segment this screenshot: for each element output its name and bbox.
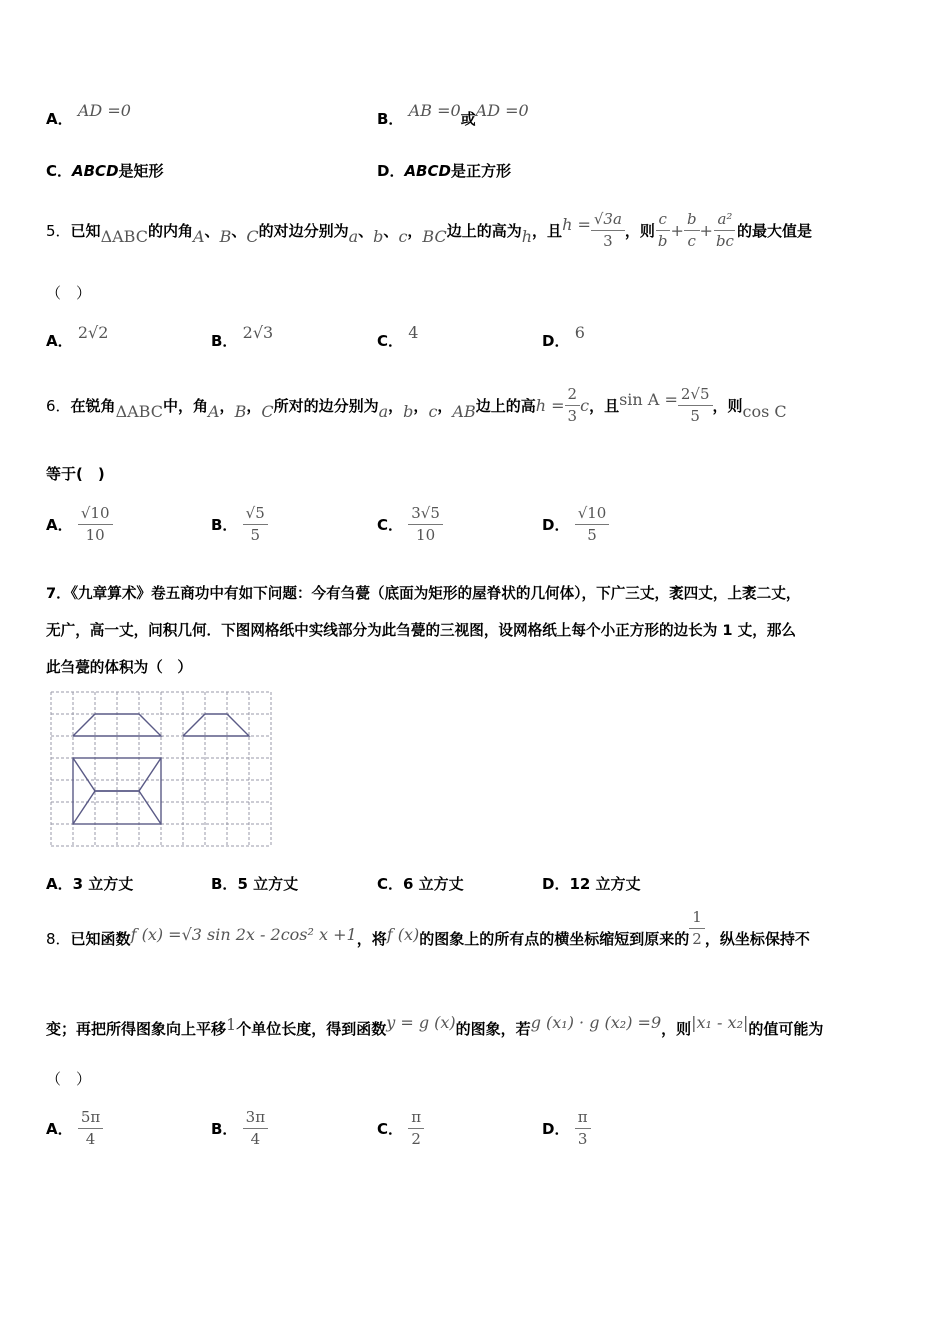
option-label: C． bbox=[46, 162, 73, 180]
q6-text-1: 在锐角 bbox=[70, 396, 116, 415]
q6-h-eq: h = bbox=[535, 395, 565, 415]
q6-angle-c: C bbox=[261, 401, 274, 421]
q6-text-3: 所对的边分别为 bbox=[273, 396, 379, 415]
option-value: 2√3 bbox=[242, 323, 274, 342]
q5-sep: 、 bbox=[231, 221, 247, 240]
q6-angle-b: B bbox=[234, 401, 247, 421]
q8-half-fraction bbox=[689, 909, 705, 947]
q8-text-9: 的值可能为 bbox=[748, 1019, 824, 1038]
option-label: C． bbox=[377, 1119, 404, 1138]
q8-one: 1 bbox=[226, 1014, 237, 1034]
q8-f: f (x) bbox=[386, 924, 420, 944]
option-text: 是矩形 bbox=[118, 162, 164, 180]
q8-option-b bbox=[211, 1102, 268, 1154]
plus: + bbox=[699, 220, 713, 240]
q8-option-a bbox=[46, 1102, 103, 1154]
numerator: √10 bbox=[575, 505, 610, 525]
q8-text-2: ，将 bbox=[356, 929, 387, 948]
denominator: 5 bbox=[690, 406, 700, 425]
option-value: 6 立方丈 bbox=[403, 875, 464, 893]
option-fraction bbox=[575, 505, 610, 543]
denominator: 4 bbox=[85, 1129, 96, 1148]
numerator: b bbox=[684, 211, 700, 231]
q6-text-5: ，且 bbox=[589, 396, 620, 415]
option-or: 或 bbox=[460, 110, 476, 128]
q6-angle-a: A bbox=[207, 401, 220, 421]
q8-option-c bbox=[377, 1102, 424, 1154]
comma: ， bbox=[388, 396, 404, 415]
option-label: D． bbox=[542, 1119, 570, 1138]
q6-text-4: 边上的高 bbox=[475, 396, 536, 415]
q4-option-d bbox=[377, 160, 511, 181]
q7-line-3: 此刍甍的体积为（ ） bbox=[46, 659, 192, 676]
q8-stem-1 bbox=[46, 906, 810, 970]
q8-number: 8． bbox=[46, 929, 71, 948]
q7-line-1: 7．《九章算术》卷五商功中有如下问题：今有刍甍（底面为矩形的屋脊状的几何体），下广三丈，袤四丈，上袤二丈， bbox=[46, 585, 801, 602]
q5-angle-b: B bbox=[219, 226, 232, 246]
q6-option-d bbox=[542, 498, 609, 550]
option-value: 4 bbox=[408, 323, 419, 342]
denominator: 3 bbox=[577, 1129, 588, 1148]
option-fraction bbox=[243, 1109, 268, 1147]
q7-option-b bbox=[211, 873, 298, 894]
q6-number: 6． bbox=[46, 396, 71, 415]
q5-h-eq: h = bbox=[562, 214, 591, 234]
option-value: 2√2 bbox=[77, 323, 109, 342]
q6-option-a bbox=[46, 498, 113, 550]
q5-side-c: c bbox=[398, 226, 408, 246]
numerator: 1 bbox=[689, 909, 705, 929]
comma: ， bbox=[437, 396, 453, 415]
option-math: AB =0 bbox=[408, 101, 461, 120]
comma: ， bbox=[246, 396, 262, 415]
q7-option-a bbox=[46, 873, 133, 894]
q8-text-8: ，则 bbox=[661, 1019, 692, 1038]
denominator: 3 bbox=[567, 406, 578, 425]
three-view-figure bbox=[50, 691, 272, 849]
numerator: √5 bbox=[243, 505, 268, 525]
q5-option-b bbox=[211, 322, 274, 350]
q5-text-6: ，则 bbox=[624, 221, 655, 240]
option-fraction bbox=[408, 1109, 424, 1147]
numerator: 2√5 bbox=[678, 386, 713, 406]
q5-text-3: 的对边分别为 bbox=[258, 221, 349, 240]
q8-stem-2 bbox=[46, 1010, 823, 1046]
q6-sin-a: sin A = bbox=[619, 389, 678, 409]
option-label: D． bbox=[377, 162, 405, 180]
plus: + bbox=[670, 220, 684, 240]
denominator: b bbox=[657, 231, 668, 250]
q4-option-c bbox=[46, 160, 164, 181]
q8-product: g (x₁) · g (x₂) =9 bbox=[530, 1012, 662, 1032]
q6-stem bbox=[46, 375, 787, 435]
numerator: a² bbox=[714, 211, 735, 231]
q5-comma: ， bbox=[407, 221, 423, 240]
option-label: B． bbox=[211, 1119, 238, 1138]
q8-text-3: 的图象上的所有点的横坐标缩短到原来的 bbox=[419, 929, 690, 948]
q6-side-b: b bbox=[403, 401, 414, 421]
option-value: 12 立方丈 bbox=[569, 875, 641, 893]
option-label: A． bbox=[46, 332, 73, 350]
q8-abs: |x₁ - x₂| bbox=[691, 1012, 749, 1032]
q8-text-7: 的图象，若 bbox=[455, 1019, 531, 1038]
option-label: D． bbox=[542, 515, 570, 534]
option-bold: ABCD bbox=[404, 162, 451, 180]
side-view bbox=[183, 714, 249, 736]
option-label: A． bbox=[46, 515, 73, 534]
q6-sin-fraction bbox=[678, 386, 713, 424]
q5-side-bc: BC bbox=[422, 226, 447, 246]
q5-side-b: b bbox=[373, 226, 384, 246]
q7-option-c bbox=[377, 873, 464, 894]
q6-option-c bbox=[377, 498, 443, 550]
denominator: c bbox=[687, 231, 696, 250]
q8-function: f (x) =√3 sin 2x - 2cos² x +1 bbox=[130, 924, 357, 944]
denominator: 5 bbox=[587, 525, 597, 544]
q6-side-c: c bbox=[428, 401, 438, 421]
option-value: 5 立方丈 bbox=[237, 875, 299, 893]
q6-text-2: 中，角 bbox=[162, 396, 208, 415]
q5-h: h bbox=[521, 226, 533, 246]
option-label: A． bbox=[46, 875, 73, 893]
q8-text-6: 个单位长度，得到函数 bbox=[236, 1019, 387, 1038]
q5-sep: 、 bbox=[383, 221, 399, 240]
option-fraction bbox=[243, 505, 268, 543]
q5-frac-a2bc bbox=[713, 211, 737, 249]
numerator: c bbox=[656, 211, 670, 231]
q6-h-fraction bbox=[565, 386, 581, 424]
numerator: π bbox=[408, 1109, 424, 1129]
q5-option-d bbox=[542, 322, 585, 350]
option-label: B． bbox=[377, 110, 404, 128]
q5-sep: 、 bbox=[358, 221, 374, 240]
numerator: π bbox=[575, 1109, 591, 1129]
q5-text-5: ，且 bbox=[532, 221, 563, 240]
q5-option-a bbox=[46, 322, 109, 350]
q8-option-d bbox=[542, 1102, 591, 1154]
q8-text-5: 变；再把所得图象向上平移 bbox=[46, 1019, 227, 1038]
q5-stem bbox=[46, 200, 812, 260]
option-label: A． bbox=[46, 1119, 73, 1138]
q5-sep: 、 bbox=[204, 221, 220, 240]
option-fraction bbox=[78, 1109, 103, 1147]
option-fraction bbox=[78, 505, 113, 543]
option-label: D． bbox=[542, 875, 570, 893]
q8-text-4: ，纵坐标保持不 bbox=[704, 929, 810, 948]
q5-option-c bbox=[377, 322, 419, 350]
q5-triangle: ΔABC bbox=[100, 226, 148, 246]
denominator: 10 bbox=[416, 525, 436, 544]
q6-h-c: c bbox=[580, 395, 590, 415]
option-label: B． bbox=[211, 332, 238, 350]
numerator: 3π bbox=[243, 1109, 268, 1129]
q7-line-2: 无广，高一丈，问积几何．下图网格纸中实线部分为此刍甍的三视图，设网格纸上每个小正方形的边长为 1 丈，那么 bbox=[46, 622, 797, 639]
q4-option-b bbox=[377, 101, 529, 129]
q6-text-6: ，则 bbox=[712, 396, 743, 415]
option-value: 6 bbox=[574, 323, 585, 342]
q5-frac-cb bbox=[655, 211, 671, 249]
option-label: A． bbox=[46, 110, 73, 128]
option-text: 是正方形 bbox=[450, 162, 511, 180]
denominator: 2 bbox=[692, 929, 702, 948]
numerator: 5π bbox=[78, 1109, 103, 1129]
q5-text-1: 已知 bbox=[70, 221, 101, 240]
q4-option-a bbox=[46, 101, 131, 129]
q6-side-a: a bbox=[378, 401, 389, 421]
denominator: 4 bbox=[250, 1129, 261, 1148]
q5-text-2: 的内角 bbox=[147, 221, 193, 240]
denominator: 2 bbox=[411, 1129, 421, 1148]
denominator: 10 bbox=[85, 525, 105, 544]
option-fraction bbox=[408, 505, 443, 543]
q8-text-1: 已知函数 bbox=[70, 929, 131, 948]
numerator: 3√5 bbox=[408, 505, 443, 525]
option-math-2: AD =0 bbox=[475, 101, 529, 120]
denominator: 3 bbox=[603, 231, 613, 250]
denominator: bc bbox=[715, 231, 734, 250]
option-label: D． bbox=[542, 332, 570, 350]
q6-cos-c: cos C bbox=[742, 401, 787, 421]
q6-text-7: 等于( ) bbox=[46, 465, 105, 483]
option-label: C． bbox=[377, 515, 404, 534]
q5-frac-bc bbox=[684, 211, 700, 249]
option-label: C． bbox=[377, 332, 404, 350]
q5-side-a: a bbox=[348, 226, 359, 246]
q5-text-7: 的最大值是 bbox=[736, 221, 812, 240]
option-fraction bbox=[575, 1109, 591, 1147]
q6-option-b bbox=[211, 498, 268, 550]
option-math: AD =0 bbox=[77, 101, 131, 120]
q5-angle-a: A bbox=[192, 226, 205, 246]
q5-angle-c: C bbox=[246, 226, 259, 246]
q8-g: y = g (x) bbox=[386, 1012, 456, 1032]
option-label: B． bbox=[211, 875, 238, 893]
option-label: C． bbox=[377, 875, 404, 893]
q6-side-ab: AB bbox=[452, 401, 476, 421]
numerator: √10 bbox=[78, 505, 113, 525]
q8-paren: （ ） bbox=[46, 1070, 92, 1088]
comma: ， bbox=[219, 396, 235, 415]
option-bold: ABCD bbox=[72, 162, 119, 180]
q5-text-4: 边上的高为 bbox=[446, 221, 522, 240]
q5-paren: （ ） bbox=[46, 284, 92, 302]
numerator: 2 bbox=[565, 386, 581, 406]
numerator: √3a bbox=[591, 211, 625, 231]
option-value: 3 立方丈 bbox=[72, 875, 134, 893]
q5-h-fraction bbox=[591, 211, 625, 249]
comma: ， bbox=[413, 396, 429, 415]
q7-option-d bbox=[542, 873, 641, 894]
option-label: B． bbox=[211, 515, 238, 534]
q5-number: 5． bbox=[46, 221, 71, 240]
denominator: 5 bbox=[250, 525, 260, 544]
q6-triangle: ΔABC bbox=[115, 401, 163, 421]
